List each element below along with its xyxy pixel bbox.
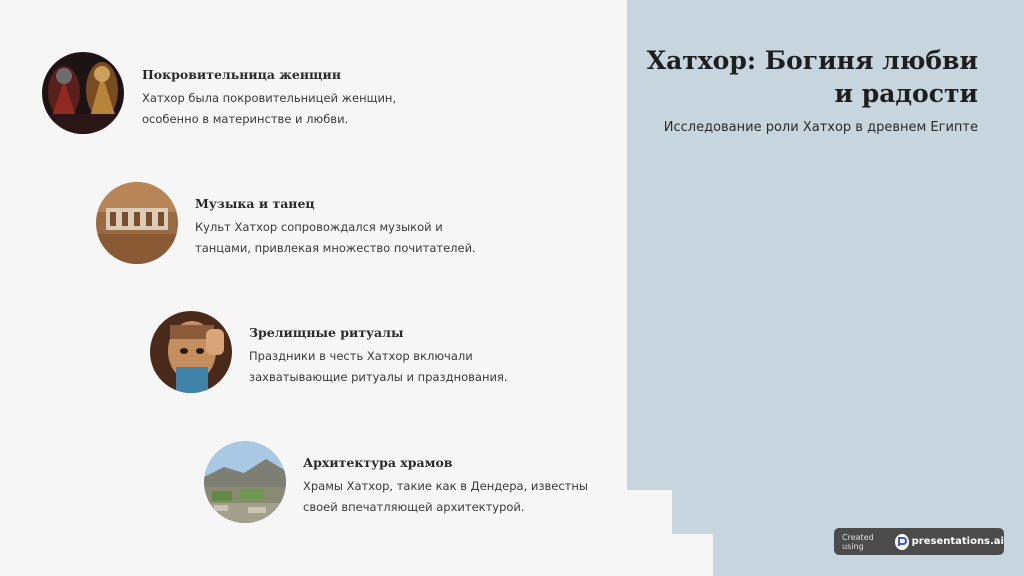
slide-subtitle: Исследование роли Хатхор в древнем Египте — [663, 120, 978, 135]
item-title: Зрелищные ритуалы — [249, 325, 404, 340]
item-description-line: особенно в материнстве и любви. — [142, 112, 349, 126]
badge-brand-label: presentations.ai — [911, 536, 1004, 547]
item-title: Архитектура храмов — [303, 455, 453, 470]
presentations-logo-icon — [895, 534, 909, 550]
warrior-image — [42, 52, 124, 134]
item-description-line: Храмы Хатхор, такие как в Дендера, известны — [303, 479, 588, 493]
item-description — [142, 88, 442, 130]
item-description — [303, 476, 603, 518]
slide-title — [638, 44, 978, 110]
item-description — [195, 217, 495, 259]
slide-title-line1: Хатхор: Богиня любви — [646, 46, 978, 75]
item-description — [249, 346, 549, 388]
slide-title-line2: и радости — [834, 79, 978, 108]
item-description-line: Культ Хатхор сопровождался музыкой и — [195, 220, 443, 234]
temple-ruins-image — [204, 441, 286, 523]
item-description-line: Праздники в честь Хатхор включали — [249, 349, 473, 363]
relief-image — [96, 182, 178, 264]
badge-created-label: Created using — [842, 532, 874, 551]
item-description-line: своей впечатляющей архитектурой. — [303, 500, 525, 514]
statue-image — [150, 311, 232, 393]
item-description-line: танцами, привлекая множество почитателей. — [195, 241, 476, 255]
item-title: Покровительница женщин — [142, 67, 341, 82]
created-using-badge[interactable] — [834, 528, 1004, 555]
item-description-line: Хатхор была покровительницей женщин, — [142, 91, 397, 105]
decorative-step — [627, 534, 713, 576]
item-description-line: захватывающие ритуалы и празднования. — [249, 370, 508, 384]
item-title: Музыка и танец — [195, 196, 315, 211]
